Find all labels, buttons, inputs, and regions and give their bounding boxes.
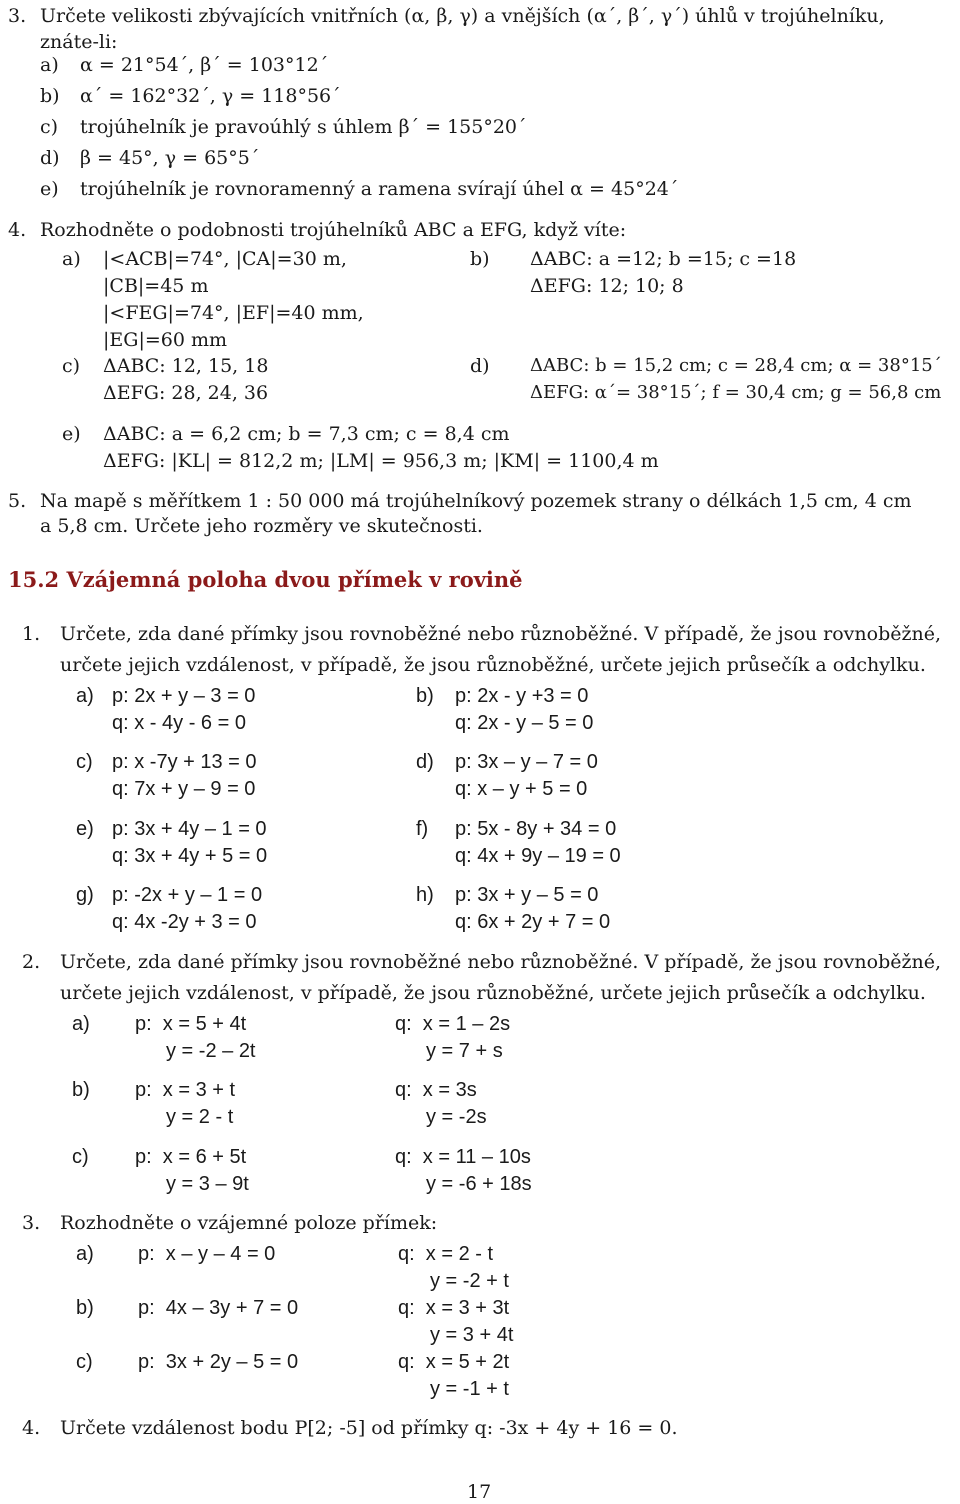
- exercise-number: 5.: [8, 490, 27, 512]
- equation: p: x = 5 + 4t: [135, 1013, 247, 1035]
- equation: q: x = 2 - t: [398, 1243, 494, 1265]
- exercise-number: 4.: [22, 1417, 41, 1439]
- equation: p: 2x - y +3 = 0: [455, 685, 589, 707]
- item-label: a): [72, 1013, 90, 1035]
- exercise-text: Rozhodněte o podobnosti trojúhelníků ABC a EFG, když víte:: [40, 219, 627, 241]
- item-text: α = 21°54´, β´ = 103°12´: [80, 54, 329, 76]
- equation: p: x = 6 + 5t: [135, 1146, 247, 1168]
- item-label: c): [72, 1146, 89, 1168]
- exercise-text: a 5,8 cm. Určete jeho rozměry ve skutečnosti.: [40, 515, 483, 537]
- equation: p: 3x + y – 5 = 0: [455, 884, 599, 906]
- exercise-number: 3.: [22, 1212, 41, 1234]
- equation: q: x = 3s: [395, 1079, 477, 1101]
- equation: p: 3x + 2y – 5 = 0: [138, 1351, 299, 1373]
- exercise-number: 1.: [22, 623, 41, 645]
- exercise-text: Rozhodněte o vzájemné poloze přímek:: [60, 1212, 438, 1234]
- item-label: b): [470, 248, 490, 270]
- equation: p: -2x + y – 1 = 0: [112, 884, 263, 906]
- exercise-number: 2.: [22, 951, 41, 973]
- item-label: d): [416, 751, 434, 773]
- item-label: g): [76, 884, 94, 906]
- equation: q: 7x + y – 9 = 0: [112, 778, 256, 800]
- item-text: trojúhelník je pravoúhlý s úhlem β´ = 155°20´: [80, 116, 527, 138]
- item-label: e): [40, 178, 59, 200]
- exercise-text: Na mapě s měřítkem 1 : 50 000 má trojúhelníkový pozemek strany o délkách 1,5 cm, 4 cm: [40, 490, 912, 512]
- item-line: ΔABC: a =12; b =15; c =18: [530, 248, 797, 270]
- exercise-text: Určete, zda dané přímky jsou rovnoběžné nebo různoběžné. V případě, že jsou rovnoběžné,: [60, 951, 942, 973]
- item-label: d): [40, 147, 60, 169]
- equation: q: x = 3 + 3t: [398, 1297, 510, 1319]
- exercise-text: Určete vzdálenost bodu P[2; -5] od přímky q: -3x + 4y + 16 = 0.: [60, 1417, 678, 1439]
- equation: p: 5x - 8y + 34 = 0: [455, 818, 617, 840]
- item-label: b): [416, 685, 434, 707]
- equation: p: x – y – 4 = 0: [138, 1243, 276, 1265]
- equation: q: x – y + 5 = 0: [455, 778, 588, 800]
- equation: q: x = 11 – 10s: [395, 1146, 531, 1168]
- item-label: a): [76, 685, 94, 707]
- exercise-text: znáte-li:: [40, 31, 118, 53]
- equation: y = 2 - t: [166, 1106, 234, 1128]
- item-label: c): [62, 355, 81, 377]
- item-line: |<ACB|=74°, |CA|=30 m,: [103, 248, 347, 270]
- item-label: b): [72, 1079, 90, 1101]
- exercise-text: určete jejich vzdálenost, v případě, že jsou různoběžné, určete jejich průsečík a odchylku.: [60, 654, 926, 676]
- item-text: β = 45°, γ = 65°5´: [80, 147, 260, 169]
- item-label: e): [76, 818, 94, 840]
- equation: q: x = 5 + 2t: [398, 1351, 510, 1373]
- item-label: c): [40, 116, 59, 138]
- item-label: e): [62, 423, 81, 445]
- exercise-number: 3.: [8, 5, 27, 27]
- item-line: |EG|=60 mm: [103, 329, 228, 351]
- equation: q: 2x - y – 5 = 0: [455, 712, 594, 734]
- exercise-text: Určete, zda dané přímky jsou rovnoběžné nebo různoběžné. V případě, že jsou rovnoběžné,: [60, 623, 942, 645]
- equation: p: 2x + y – 3 = 0: [112, 685, 256, 707]
- page-number: 17: [467, 1481, 492, 1503]
- item-label: c): [76, 1351, 93, 1373]
- equation: p: x -7y + 13 = 0: [112, 751, 257, 773]
- equation: y = -6 + 18s: [426, 1173, 532, 1195]
- item-line: ΔABC: 12, 15, 18: [103, 355, 269, 377]
- equation: q: 3x + 4y + 5 = 0: [112, 845, 268, 867]
- equation: y = -2 – 2t: [166, 1040, 256, 1062]
- item-line: ΔEFG: |KL| = 812,2 m; |LM| = 956,3 m; |KM| = 1100,4 m: [103, 450, 659, 472]
- equation: y = 7 + s: [426, 1040, 503, 1062]
- equation: q: 4x -2y + 3 = 0: [112, 911, 257, 933]
- equation: y = 3 + 4t: [430, 1324, 514, 1346]
- item-line: ΔEFG: α´= 38°15´; f = 30,4 cm; g = 56,8 cm: [530, 382, 942, 403]
- exercise-text: Určete velikosti zbývajících vnitřních (α, β, γ) a vnějších (α´, β´, γ´) úhlů v trojúhelníku,: [40, 5, 885, 27]
- item-label: a): [40, 54, 59, 76]
- item-label: f): [416, 818, 429, 840]
- item-line: ΔEFG: 12; 10; 8: [530, 275, 684, 297]
- item-label: d): [470, 355, 490, 377]
- section-heading: 15.2 Vzájemná poloha dvou přímek v rovině: [8, 567, 523, 592]
- equation: q: 4x + 9y – 19 = 0: [455, 845, 621, 867]
- equation: y = 3 – 9t: [166, 1173, 249, 1195]
- item-line: ΔABC: a = 6,2 cm; b = 7,3 cm; c = 8,4 cm: [103, 423, 510, 445]
- item-label: h): [416, 884, 434, 906]
- item-label: b): [76, 1297, 94, 1319]
- item-text: α´ = 162°32´, γ = 118°56´: [80, 85, 341, 107]
- equation: y = -2s: [426, 1106, 487, 1128]
- equation: p: 3x + 4y – 1 = 0: [112, 818, 267, 840]
- item-text: trojúhelník je rovnoramenný a ramena svírají úhel α = 45°24´: [80, 178, 679, 200]
- equation: q: x = 1 – 2s: [395, 1013, 511, 1035]
- equation: p: 3x – y – 7 = 0: [455, 751, 598, 773]
- item-label: c): [76, 751, 93, 773]
- item-line: ΔEFG: 28, 24, 36: [103, 382, 269, 404]
- equation: q: x - 4y - 6 = 0: [112, 712, 246, 734]
- equation: q: 6x + 2y + 7 = 0: [455, 911, 611, 933]
- equation: p: 4x – 3y + 7 = 0: [138, 1297, 299, 1319]
- exercise-number: 4.: [8, 219, 27, 241]
- item-line: |CB|=45 m: [103, 275, 209, 297]
- item-label: a): [76, 1243, 94, 1265]
- item-line: |<FEG|=74°, |EF|=40 mm,: [103, 302, 364, 324]
- equation: y = -2 + t: [430, 1270, 509, 1292]
- item-label: b): [40, 85, 60, 107]
- item-label: a): [62, 248, 81, 270]
- item-line: ΔABC: b = 15,2 cm; c = 28,4 cm; α = 38°15´: [530, 355, 942, 376]
- equation: y = -1 + t: [430, 1378, 509, 1400]
- equation: p: x = 3 + t: [135, 1079, 236, 1101]
- exercise-text: určete jejich vzdálenost, v případě, že jsou různoběžné, určete jejich průsečík a odchylku.: [60, 982, 926, 1004]
